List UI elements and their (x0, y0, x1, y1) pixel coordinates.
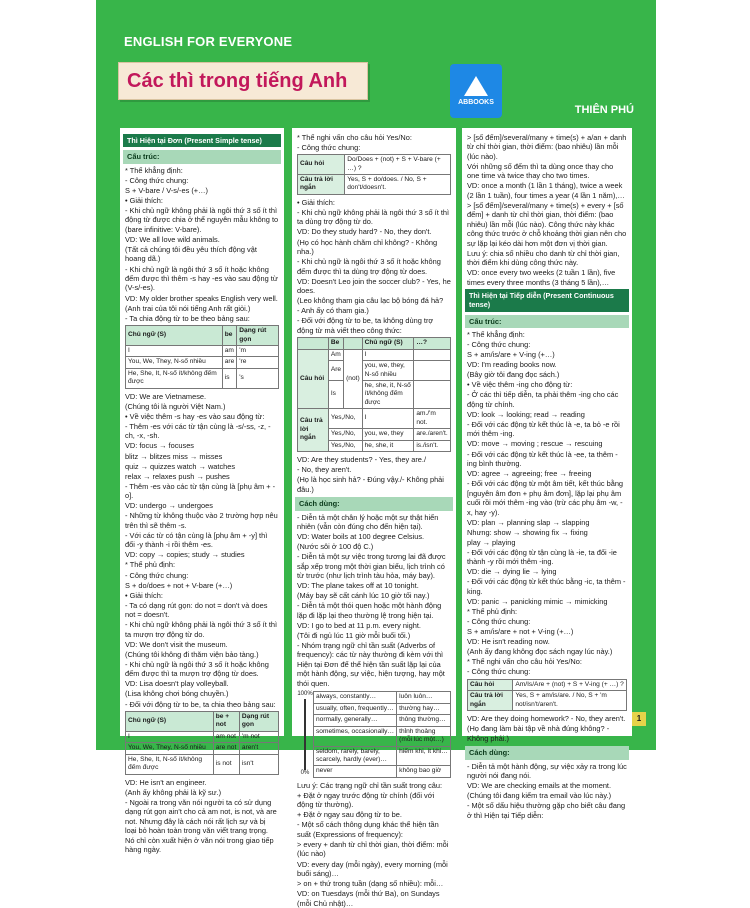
table-cell (414, 361, 451, 381)
text-line: (Tôi đi ngủ lúc 11 giờ mỗi buổi tối.) (297, 630, 411, 640)
publisher-brand: THIÊN PHÚ (574, 104, 634, 116)
table-cell: luôn luôn… (397, 692, 451, 703)
table-cell: I (126, 346, 223, 357)
text-line: S + do/does + not + V-bare (+…) (125, 580, 233, 590)
table-cell: 's (237, 368, 279, 388)
table-cell: Am (328, 349, 343, 360)
text-line: VD: We are checking emails at the moment. (467, 781, 612, 791)
col3-lines3 (467, 714, 627, 743)
col2-lines4 (297, 513, 451, 689)
table-cell: Câu trả lời ngắn (468, 691, 513, 711)
text-line: - Ta chia động từ to be theo bảng sau: (125, 313, 250, 323)
col2-lines2 (297, 198, 451, 335)
text-line: VD: He isn't an engineer. (125, 777, 207, 787)
text-line: VD: Water boils at 100 degree Celsius. (297, 532, 425, 542)
text-line: S + am/is/are + V-ing (+…) (467, 350, 555, 360)
text-line: - Diễn tả một thói quen hoặc một hành động lặp đi lặp lại theo thường lệ trong hiện tại. (297, 601, 442, 620)
text-line: VD: We don't visit the museum. (125, 639, 228, 649)
table-cell (298, 338, 329, 349)
text-line: - Khi chủ ngữ là ngôi thứ 3 số ít hoặc không đếm được thì ta mượn trợ động từ does. (125, 659, 269, 679)
text-line: * Thể nghi vấn cho câu hỏi Yes/No: (467, 657, 582, 667)
section-header-present-continuous: Thì Hiện tại Tiếp diễn (Present Continuous tense) (465, 289, 629, 311)
table-cell: you, we, they (362, 429, 414, 440)
text-line: > [số đếm]/several/many + time(s) + every + [số đếm] + danh từ chỉ thời gian, thời điểm: (bao nhiêu) lần mỗi (lúc nào). Công thức này khác công thức trước ở chỗ khoảng thời gian nên cho sự lặp lại kéo dài hơn một đơn vị thời gian. (467, 200, 627, 248)
scale-bottom-label: 0% (300, 770, 310, 777)
text-line: VD: copy → copies; study → studies (125, 550, 245, 560)
table-cell (414, 380, 451, 408)
table-cell: Câu hỏi (298, 349, 329, 409)
text-line: - Khi chủ ngữ là ngôi thứ 3 số ít hoặc không đếm được thì ta dùng trợ động từ does. (297, 257, 441, 276)
table-cell: You, We, They, N-số nhiều (126, 743, 214, 754)
table-header-cell: Chủ ngữ (S) (126, 326, 223, 346)
table-cell: Câu trả lời ngắn (298, 175, 345, 195)
page-title: Các thì trong tiếng Anh (127, 69, 348, 92)
text-line: > on + thứ trong tuần (dạng số nhiều): mỗi… (297, 879, 444, 889)
text-line: VD: move → moving ; rescue → rescuing (467, 439, 603, 449)
text-line: VD: Are they doing homework? - No, they aren't. (467, 714, 626, 724)
question-table (297, 154, 451, 195)
table-cell: are not (213, 743, 239, 754)
text-line: - Thêm -es với các từ tận cùng là -s/-ss, -z, -ch, -x, -sh. (125, 421, 271, 441)
continuous-question-table (467, 679, 627, 711)
text-line: * Thể khẳng định: (467, 329, 525, 339)
text-line: - No, they aren't. (297, 465, 352, 475)
text-line: VD: Are they students? - Yes, they are./ (297, 455, 426, 464)
col3-lines4 (467, 762, 627, 821)
text-line: • Về việc thêm -ing cho động từ: (467, 380, 573, 390)
table-cell: Yes, S + do/does. / No, S + don't/doesn't. (345, 175, 451, 195)
text-line: - Khi chủ ngữ không phải là ngôi thứ 3 số ít thì ta mượn trợ động từ do. (125, 620, 278, 639)
text-line: - Khi chủ ngữ không phải là ngôi thứ 3 số ít thì ta dùng trợ động từ do. (297, 207, 450, 227)
table-cell: are./aren't. (414, 429, 451, 440)
text-line: VD: once every two weeks (2 tuần 1 lần), five times every three months (3 tháng 5 lần),… (467, 268, 616, 287)
text-line: • Giải thích: (297, 197, 335, 207)
table-header-cell: be (222, 326, 237, 346)
text-line: - Đối với các động từ kết thúc là -e, ta bỏ -e rồi mới thêm -ing. (467, 419, 620, 439)
table-row (298, 155, 451, 175)
text-line: - Công thức chung: (297, 142, 361, 152)
table-cell: I (362, 349, 414, 360)
table-cell: he, she, it (362, 440, 414, 451)
text-line: (Họ là học sinh hả? - Đúng vậy./- Không phải đâu.) (297, 475, 444, 494)
table-row (298, 175, 451, 195)
text-line: VD: plan → planning slap → slapping (467, 517, 590, 527)
text-line: VD: Do they study hard? - No, they don't. (297, 227, 432, 237)
text-line: VD: My older brother speaks English very well. (125, 293, 278, 303)
text-line: - Đối với các động từ một âm tiết, kết thúc bằng [nguyên âm đơn + phụ âm đơn], lặp lại phụ âm cuối rồi mới thêm -ing vào (trừ các phụ âm -w, -x, hay -y). (467, 479, 624, 517)
text-line: VD: We all love wild animals. (125, 234, 220, 244)
poster-sheet (96, 0, 656, 908)
table-row (298, 349, 451, 360)
text-line: VD: I go to bed at 11 p.m. every night. (297, 620, 421, 630)
text-line: - Công thức chung: (125, 175, 189, 185)
table-row (314, 726, 451, 746)
text-line: - Anh ấy có tham gia.) (297, 306, 369, 316)
abbooks-logo (450, 64, 502, 118)
text-line: (Chúng tôi không đi thăm viện bảo tàng.) (125, 649, 259, 659)
table-cell: am (222, 346, 237, 357)
text-line: (Tất cả chúng tôi đều yêu thích động vật hoang dã.) (125, 245, 257, 264)
col1-lines3 (125, 778, 279, 855)
text-line: (Lisa không chơi bóng chuyền.) (125, 689, 229, 699)
text-line: • Giải thích: (125, 195, 163, 205)
col3-lines2 (467, 330, 627, 677)
text-line: - Ta có dạng rút gọn: do not = don't và does not = doesn't. (125, 600, 268, 620)
col2-lines3 (297, 455, 451, 494)
table-cell: Is (328, 380, 343, 408)
table-cell: Yes,/No, (328, 440, 362, 451)
text-line: VD: every day (mỗi ngày), every morning (mỗi buổi sáng)… (297, 859, 448, 878)
text-line: (Chúng tôi là người Việt Nam.) (125, 401, 226, 411)
text-line: VD: agree → agreeing; free → freeing (467, 469, 592, 479)
to-be-negative-table (125, 711, 279, 775)
table-cell: he, she, it, N-số ít/không đếm được (362, 380, 414, 408)
table-cell: normally, generally… (314, 715, 397, 726)
column-3 (462, 128, 632, 820)
text-line: (Máy bay sẽ cất cánh lúc 10 giờ tối nay.) (297, 591, 430, 601)
text-line: - Đối với động từ to be, ta chia theo bảng sau: (125, 699, 276, 709)
text-line: Lưu ý: Các trạng ngữ chỉ tần suất trong câu: (297, 780, 443, 790)
text-line: - Một số dấu hiệu thường gặp cho biết câu đang ở thì Hiện tại Tiếp diễn: (467, 801, 626, 820)
triangle-logo-icon (464, 76, 488, 96)
scale-top-label: 100% (297, 691, 313, 698)
text-line: - Thêm -es vào các từ tận cùng là [phụ âm + -o]. (125, 481, 276, 501)
table-cell: (not) (344, 349, 363, 409)
text-line: - Công thức chung: (467, 667, 531, 677)
logo-text: ABBOOKS (458, 99, 494, 106)
text-line: (Nước sôi ở 100 độ C.) (297, 542, 374, 552)
text-line: > every + danh từ chỉ thời gian, thời điểm: mỗi (lúc nào) (297, 840, 449, 859)
table-row (126, 731, 279, 742)
table-cell: Am/Is/Are + (not) + S + V-ing (+ …) ? (513, 679, 627, 690)
text-line: S + am/is/are + not + V-ing (+…) (467, 627, 574, 637)
table-cell: Câu trả lời ngắn (298, 409, 329, 452)
structure-heading: Cấu trúc: (465, 315, 629, 328)
text-line: VD: Doesn't Leo join the soccer club? - Yes, he does. (297, 276, 451, 296)
text-line: - Khi chủ ngữ không phải là ngôi thứ 3 số ít thì động từ được chia ở thể nguyên mẫu không to (bare infinitive: V-bare). (125, 205, 279, 234)
text-line: - Nhóm trạng ngữ chỉ tần suất (Adverbs of frequency): các từ này thường đi kèm với thì Hiện tại Đơn để thể hiện tần suất lặp lại của một hành động, sự việc, hiện tượng, hay một thói quen. (297, 640, 445, 688)
table-cell: Yes,/No, (328, 429, 362, 440)
text-line: VD: Lisa doesn't play volleyball. (125, 679, 229, 689)
text-line: (Họ đang làm bài tập về nhà đúng không? - Không phải.) (467, 724, 610, 743)
table-row (314, 766, 451, 777)
table-cell: usually, often, frequently… (314, 703, 397, 714)
col1-lines2 (125, 392, 279, 709)
table-row (314, 692, 451, 703)
table-row (126, 357, 279, 368)
table-cell: He, She, It, N-số ít/không đếm được (126, 754, 214, 774)
text-line: VD: once a month (1 lần 1 tháng), twice a week (2 lần 1 tuần), four times a year (4 lần 1 năm),… (467, 181, 625, 200)
text-line: - Đối với các động từ kết thúc bằng -ic, ta thêm -king. (467, 577, 626, 596)
col2-lines5 (297, 781, 451, 908)
series-label: ENGLISH FOR EVERYONE (124, 34, 293, 49)
text-line: > [số đếm]/several/many + time(s) + a/an + danh từ chỉ thời gian, thời điểm: (bao nhiêu) lần mỗi (lúc nào). (467, 132, 627, 161)
table-cell: …? (414, 338, 451, 349)
text-line: - Ở các thì tiếp diễn, ta phải thêm -ing cho các động từ chính. (467, 390, 619, 409)
text-line: • Giải thích: (125, 590, 163, 600)
text-line: VD: on Tuesdays (mỗi thứ Ba), on Sundays (mỗi Chủ nhật)… (297, 889, 440, 908)
col2-lines1 (297, 133, 451, 153)
page-number: 1 (632, 712, 646, 726)
table-cell: Are (328, 361, 343, 381)
text-line: VD: undergo → undergoes (125, 501, 213, 511)
table-row (314, 715, 451, 726)
table-cell: You, We, They, N-số nhiều (126, 357, 223, 368)
section-header-present-simple: Thì Hiện tại Đơn (Present Simple tense) (123, 134, 281, 147)
text-line: * Thể nghi vấn cho câu hỏi Yes/No: (297, 132, 412, 142)
text-line: relax → relaxes push → pushes (125, 471, 230, 481)
table-header-cell: be + not (213, 712, 239, 732)
text-line: VD: look → looking; read → reading (467, 409, 585, 419)
table-cell: I (362, 409, 414, 429)
table-cell: never (314, 766, 397, 777)
text-line: (Bây giờ tôi đang đọc sách.) (467, 370, 560, 380)
text-line: - Công thức chung: (467, 340, 531, 350)
text-line: (Chúng tôi đang kiểm tra email vào lúc này.) (467, 791, 612, 801)
table-cell: is not (213, 754, 239, 774)
text-line: Lưu ý: chia số nhiều cho danh từ chỉ thời gian, thời điểm khi dùng công thức này. (467, 248, 620, 268)
text-line: Với những số đếm thì ta dùng once thay cho one time và twice thay cho two times. (467, 161, 614, 181)
table-cell: aren't (239, 743, 278, 754)
usage-heading: Cách dùng: (295, 497, 453, 510)
title-box (118, 62, 368, 100)
table-row (126, 368, 279, 388)
text-line: (Họ có học hành chăm chỉ không? - Không nha.) (297, 237, 438, 256)
table-cell: hiếm khi, ít khi… (397, 746, 451, 766)
text-line: - Đối với các động từ tận cùng là -ie, ta đổi -ie thành -y rồi mới thêm -ing. (467, 547, 617, 567)
text-line: - Khi chủ ngữ là ngôi thứ 3 số ít hoặc không đếm được thì thêm -s hay -es vào sau động từ (V-s/-es). (125, 264, 278, 293)
text-line: blitz → blitzes miss → misses (125, 451, 223, 461)
table-cell: Yes,/No, (328, 409, 362, 429)
table-cell: isn't (239, 754, 278, 774)
header (96, 0, 656, 125)
text-line: * Thể khẳng định: (125, 165, 183, 175)
text-line: • Về việc thêm -s hay -es vào sau động từ: (125, 411, 265, 421)
table-cell: 're (237, 357, 279, 368)
table-cell: 'm (237, 346, 279, 357)
table-row (126, 754, 279, 774)
text-line: - Diễn tả một sự việc trong tương lai đã được sắp xếp trong một thời gian biểu, lịch trình có từ trước (như lịch trình tàu hỏa, máy bay). (297, 552, 446, 581)
col1-lines1 (125, 166, 279, 323)
table-row (314, 703, 451, 714)
text-line: quiz → quizzes watch → watches (125, 461, 236, 471)
table-cell: Câu hỏi (468, 679, 513, 690)
text-line: - Công thức chung: (125, 570, 189, 580)
text-line: - Một số cách thông dụng khác thể hiện tần suất (Expressions of frequency): (297, 820, 439, 839)
table-header-cell: Dạng rút gọn (237, 326, 279, 346)
text-line: - Những từ không thuộc vào 2 trường hợp nêu trên thì sẽ thêm -s. (125, 511, 278, 530)
frequency-chart (297, 691, 451, 778)
frequency-table (313, 691, 451, 778)
column-2 (292, 128, 456, 908)
table-cell: are (222, 357, 237, 368)
text-line: * Thể phủ định: (125, 560, 175, 570)
table-cell: am not (213, 731, 239, 742)
table-cell: always, constantly… (314, 692, 397, 703)
text-line: VD: I'm reading books now. (467, 360, 557, 370)
table-cell: He, She, It, N-số ít/không đếm được (126, 368, 223, 388)
table-cell: Do/Does + (not) + S + V-bare (+ …) ? (345, 155, 451, 175)
table-cell: sometimes, occasionally… (314, 726, 397, 746)
text-line: VD: panic → panicking mimic → mimicking (467, 596, 608, 606)
table-cell: am./'m not. (414, 409, 451, 429)
text-line: - Diễn tả một chân lý hoặc một sự thật hiển nhiên (vẫn còn đúng cho đến hiện tại). (297, 512, 439, 531)
text-line: - Với các từ có tận cùng là [phụ âm + -y] thì đổi -y thành -i rồi thêm -es. (125, 530, 268, 550)
text-line: S + V-bare / V-s/-es (+…) (125, 185, 208, 195)
text-line: play → playing (467, 537, 516, 547)
column-1 (120, 128, 284, 855)
table-cell (414, 349, 451, 360)
table-row (126, 743, 279, 754)
table-cell: I (126, 731, 214, 742)
text-line: - Diễn tả một hành động, sự việc xảy ra trong lúc người nói đang nói. (467, 761, 627, 781)
text-line: VD: He isn't reading now. (467, 637, 550, 647)
structure-heading: Cấu trúc: (123, 150, 281, 163)
table-header-cell: Dạng rút gọn (239, 712, 278, 732)
text-line: VD: focus → focuses (125, 441, 195, 451)
table-cell: thỉnh thoảng (mỗi lúc một…) (397, 726, 451, 746)
table-header-cell: Chủ ngữ (S) (126, 712, 214, 732)
text-line: VD: die → dying lie → lying (467, 567, 557, 577)
text-line: (Leo không tham gia câu lạc bộ bóng đá hả? (297, 296, 444, 306)
table-row (314, 746, 451, 766)
frequency-scale (297, 691, 313, 778)
table-cell: seldom, rarely, barely, scarcely, hardly (ever)… (314, 746, 397, 766)
table-cell: Câu hỏi (298, 155, 345, 175)
text-line: * Thể phủ định: (467, 606, 517, 616)
text-line: (Anh trai của tôi nói tiếng Anh rất giỏi.) (125, 303, 251, 313)
to-be-table (125, 325, 279, 389)
table-cell: Be (328, 338, 343, 349)
table-cell (344, 338, 363, 349)
text-line: VD: We are Vietnamese. (125, 391, 207, 401)
usage-heading: Cách dùng: (465, 746, 629, 759)
col3-lines1 (467, 133, 627, 287)
table-cell: you, we, they, N-số nhiều (362, 361, 414, 381)
table-cell: Yes, S + am/is/are. / No, S + 'm not/isn't/aren't. (513, 691, 627, 711)
scale-arrow (304, 699, 306, 770)
table-row (468, 679, 627, 690)
table-cell: không bao giờ (397, 766, 451, 777)
table-cell: 'm not (239, 731, 278, 742)
text-line: - Đối với các động từ kết thúc là -ee, ta thêm -ing bình thường. (467, 449, 618, 468)
text-line: (Anh ấy không phải là kỹ sư.) (125, 787, 222, 797)
table-cell: thường hay… (397, 703, 451, 714)
text-line: - Công thức chung: (467, 617, 531, 627)
table-row (298, 409, 451, 429)
table-cell: is (222, 368, 237, 388)
to-be-question-table (297, 337, 451, 452)
text-line: - Ngoài ra trong văn nói người ta có sử dụng dạng rút gọn ain't cho cả am not, is not, và are not. Nhưng đây là cách nói rất lịch sự và bị loại bỏ hoàn toàn trong văn viết trang trọng. Nó chỉ còn xuất hiện ở văn nói trong giao tiếp hàng ngày. (125, 797, 277, 855)
table-row (126, 346, 279, 357)
text-line: Nhưng: show → showing fix → fixing (467, 527, 588, 537)
text-line: + Đặt ở ngay sau động từ to be. (297, 810, 402, 820)
text-line: - Đối với động từ to be, ta không dùng trợ động từ mà viết theo công thức: (297, 316, 434, 335)
table-row (468, 691, 627, 711)
table-cell: Chủ ngữ (S) (362, 338, 414, 349)
text-line: (Anh ấy đang không đọc sách ngay lúc này.) (467, 647, 613, 657)
table-cell: thông thường… (397, 715, 451, 726)
text-line: + Đặt ở ngay trước động từ chính (đối với động từ thường). (297, 790, 435, 810)
text-line: VD: The plane takes off at 10 tonight. (297, 581, 419, 591)
table-cell: is./isn't. (414, 440, 451, 451)
